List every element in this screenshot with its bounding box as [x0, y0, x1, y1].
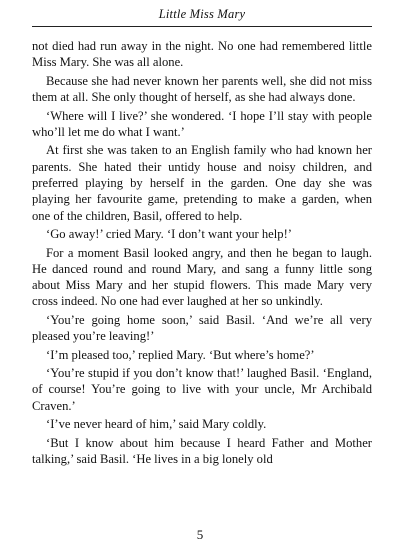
paragraph: For a moment Basil looked angry, and then he began to laugh. He danced round and round Mary, and sang a funny little song about Miss Mary and her stupid flowers. This made Mary very cross indeed. No one had ever laughed at her so unkindly. [32, 245, 372, 309]
paragraph: ‘But I know about him because I heard Father and Mother talking,’ said Basil. ‘He lives in a big lonely old [32, 435, 372, 466]
paragraph: ‘You’re going home soon,’ said Basil. ‘And we’re all very pleased you’re leaving!’ [32, 312, 372, 344]
paragraph: ‘Where will I live?’ she wondered. ‘I hope I’ll stay with people who’ll let me do what I want.’ [32, 108, 372, 139]
running-title: Little Miss Mary [158, 7, 246, 21]
paragraph: ‘I’ve never heard of him,’ said Mary coldly. [46, 417, 267, 432]
paragraph: At first she was taken to an English family who had known her parents. She hated their untidy house and noisy children, and preferred playing by herself in the garden. One day she was playing her favourite game, pretending to make a garden, when one of the children, Basil, offered to help. [32, 143, 372, 223]
paragraph: ‘Go away!’ cried Mary. ‘I don’t want your help!’ [46, 227, 292, 242]
header-rule [32, 26, 372, 27]
page-number: 5 [196, 527, 204, 542]
paragraph: ‘I’m pleased too,’ replied Mary. ‘But where’s home?’ [46, 347, 315, 362]
paragraph: Because she had never known her parents well, she did not miss them at all. She only thought of herself, as she had always done. [32, 73, 372, 105]
paragraph: not died had run away in the night. No one had remembered little Miss Mary. She was all alone. [32, 39, 372, 70]
body-text [32, 38, 372, 467]
paragraph: ‘You’re stupid if you don’t know that!’ laughed Basil. ‘England, of course! You’re going to live with your uncle, Mr Archibald Craven.’ [32, 366, 372, 413]
